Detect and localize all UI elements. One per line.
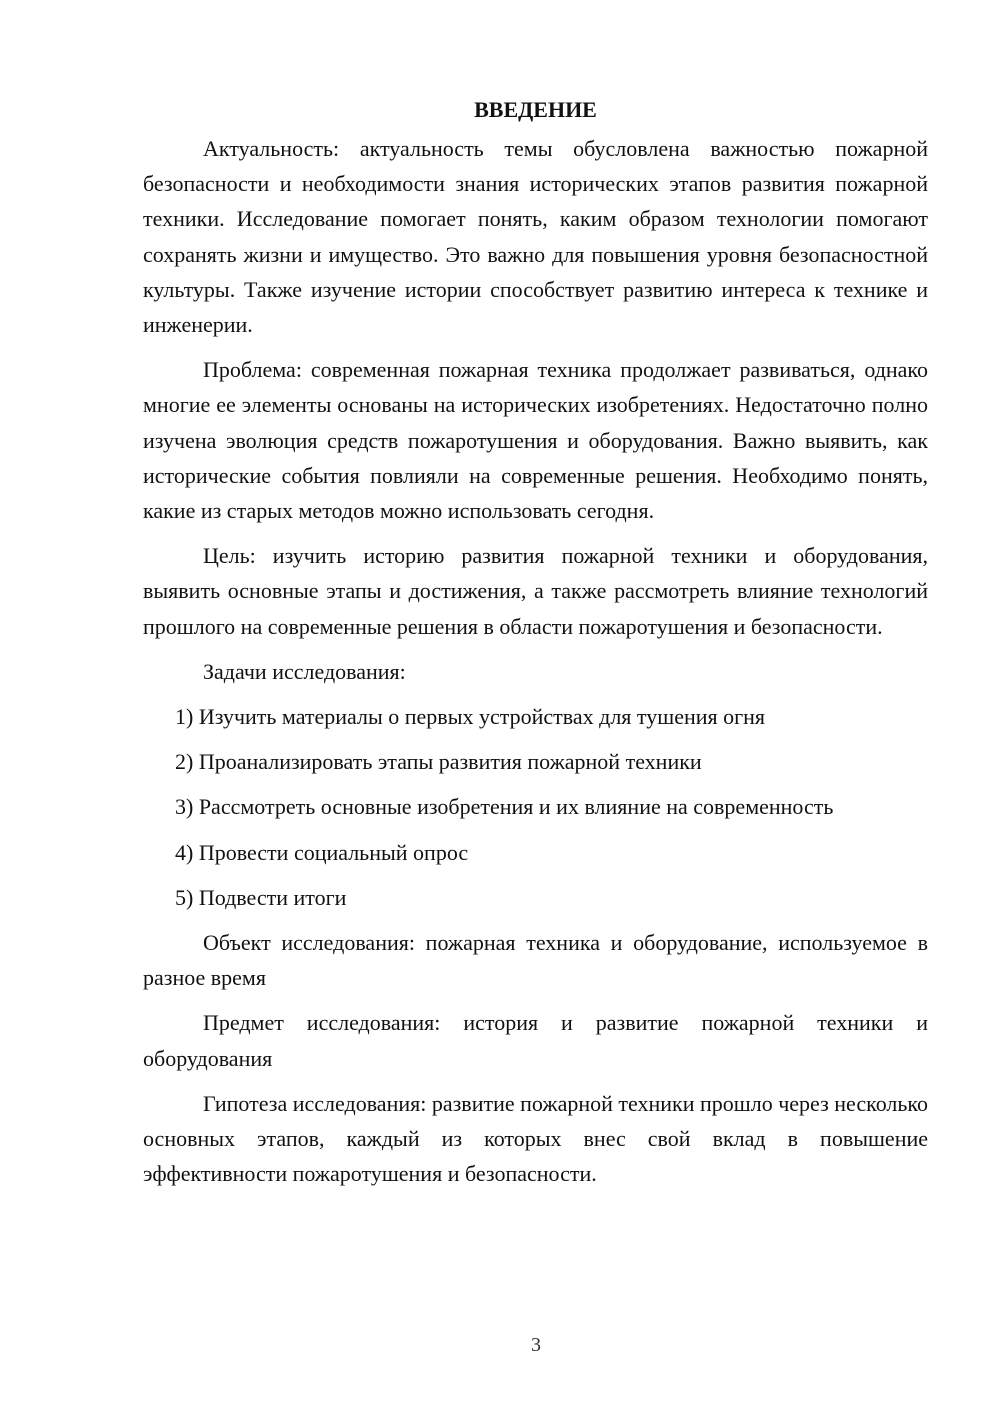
tasks-heading: Задачи исследования: [203,658,406,684]
page-number: 3 [531,1334,541,1356]
list-item: 4) Провести социальный опрос [175,839,469,865]
list-item: 2) Проанализировать этапы развития пожарной техники [175,749,702,775]
paragraph-problem: Проблема: современная пожарная техника продолжает развиваться, однако многие ее элементы основаны на исторических изобретениях. Недостаточно полно изучена эволюция средств пожаротушения и оборудования. Важно выявить, как исторические события повлияли на современные решения. Необходимо понять, какие из старых методов можно использовать сегодня. [143,357,928,524]
paragraph-subject: Предмет исследования: история и развитие пожарной техники и оборудования [143,1010,928,1071]
document-page [143,92,928,1201]
list-item: 5) Подвести итоги [175,884,347,910]
paragraph-relevance: Актуальность: актуальность темы обусловлена важностью пожарной безопасности и необходимости знания исторических этапов развития пожарной техники. Исследование помогает понять, каким образом технологии помогают сохранять жизни и имущество. Это важно для повышения уровня безопасностной культуры. Также изучение истории способствует развитию интереса к технике и инженерии. [143,136,928,338]
section-title: ВВЕДЕНИЕ [474,97,597,122]
paragraph-goal: Цель: изучить историю развития пожарной техники и оборудования, выявить основные этапы и достижения, а также рассмотреть влияние технологий прошлого на современные решения в области пожаротушения и безопасности. [143,543,928,639]
list-item: 3) Рассмотреть основные изобретения и их влияние на современность [175,794,834,820]
tasks-list [143,699,928,915]
paragraph-object: Объект исследования: пожарная техника и оборудование, используемое в разное время [143,930,928,991]
paragraph-hypothesis: Гипотеза исследования: развитие пожарной техники прошло через несколько основных этапов, каждый из которых внес свой вклад в повышение эффективности пожаротушения и безопасности. [143,1090,928,1187]
list-item: 1) Изучить материалы о первых устройствах для тушения огня [175,704,766,730]
